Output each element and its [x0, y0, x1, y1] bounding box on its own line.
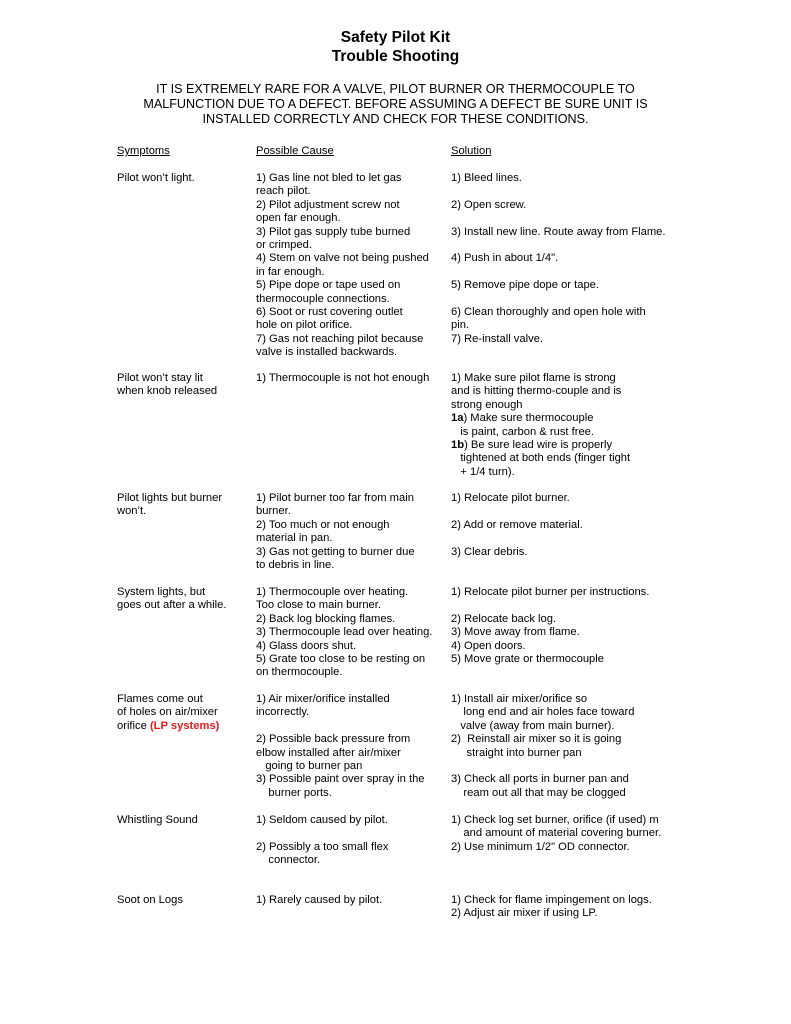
- solution-text: [451, 385, 621, 398]
- symptom-text: when knob released: [117, 385, 218, 398]
- solution-text: 2) Use minimum 1/2" OD connector.: [451, 840, 630, 853]
- solution-text: [451, 399, 523, 412]
- step-number: 1b: [451, 439, 465, 451]
- solution-text: [451, 452, 630, 465]
- cause-text: 1) Gas line not bled to let gas: [256, 172, 402, 184]
- solution-text: 7) Re-install valve.: [451, 332, 544, 345]
- solution-text: 1) Check for flame impingement on logs.: [451, 894, 652, 906]
- cause-text: 1) Seldom caused by pilot.: [256, 814, 388, 826]
- solution-text: 1) Install air mixer/orifice so: [451, 693, 588, 705]
- symptom-text-part: orifice: [117, 719, 150, 732]
- cause-text: 7) Gas not reaching pilot because: [256, 332, 424, 345]
- solution-text: 6) Clean thoroughly and open hole with: [451, 306, 646, 318]
- cause-text: to debris in line.: [256, 559, 335, 571]
- solution-text: straight into burner pan: [451, 746, 582, 759]
- cause-text: 4) Glass doors shut.: [256, 639, 357, 652]
- solution-text: 5) Remove pipe dope or tape.: [451, 279, 600, 292]
- symptom-text: System lights, but: [117, 586, 206, 598]
- cause-text: 2) Back log blocking flames.: [256, 612, 396, 625]
- solution-text-part: 1) Make sure pilot flame is strong: [451, 372, 616, 384]
- cause-text: valve is installed backwards.: [256, 346, 398, 359]
- header-possible-cause: Possible Cause: [256, 145, 334, 157]
- solution-text: 1) Bleed lines.: [451, 172, 522, 184]
- cause-text: 1) Rarely caused by pilot.: [256, 894, 383, 906]
- cause-text: 2) Possible back pressure from: [256, 733, 411, 746]
- step-number: 1a: [451, 412, 464, 425]
- cause-text: 3) Thermocouple lead over heating.: [256, 626, 433, 639]
- solution-text-part: and is hitting thermo-couple and is: [451, 385, 622, 398]
- cause-text: 1) Thermocouple over heating.: [256, 586, 409, 598]
- page-subtitle: Trouble Shooting: [331, 48, 460, 65]
- cause-text: in far enough.: [256, 265, 325, 278]
- symptom-text: won’t.: [117, 505, 147, 518]
- cause-text: 3) Pilot gas supply tube burned: [256, 225, 411, 238]
- symptom-text: [117, 720, 219, 733]
- cause-text: 6) Soot or rust covering outlet: [256, 306, 403, 318]
- solution-text: ream out all that may be clogged: [451, 786, 626, 799]
- solution-text-part: ) Be sure lead wire is properly: [464, 439, 613, 451]
- solution-text: 2) Add or remove material.: [451, 518, 583, 531]
- cause-text: 5) Grate too close to be resting on: [256, 653, 426, 665]
- symptom-text: Flames come out: [117, 693, 203, 705]
- solution-text: 4) Open doors.: [451, 639, 526, 652]
- cause-text: 3) Gas not getting to burner due: [256, 545, 415, 558]
- cause-text: 1) Pilot burner too far from main: [256, 492, 414, 504]
- solution-text: long end and air holes face toward: [451, 706, 635, 719]
- intro-line-2: MALFUNCTION DUE TO A DEFECT. BEFORE ASSUMING A DEFECT BE SURE UNIT IS: [143, 97, 648, 111]
- cause-text: connector.: [256, 854, 321, 867]
- header-symptoms: Symptoms: [117, 145, 170, 157]
- solution-text: 1) Check log set burner, orifice (if used) m: [451, 814, 659, 826]
- solution-text: [451, 372, 616, 385]
- solution-text: [451, 466, 515, 479]
- solution-text-part: + 1/4 turn).: [451, 465, 515, 478]
- solution-text: 5) Move grate or thermocouple: [451, 653, 604, 665]
- solution-text: 2) Adjust air mixer if using LP.: [451, 907, 598, 920]
- solution-text-part: ) Make sure thermocouple: [463, 412, 594, 425]
- cause-text: incorrectly.: [256, 706, 310, 719]
- solution-text: 2) Open screw.: [451, 198, 527, 211]
- solution-text: 3) Check all ports in burner pan and: [451, 773, 629, 786]
- header-solution: Solution: [451, 145, 492, 157]
- cause-text: 2) Too much or not enough: [256, 518, 390, 531]
- cause-text: 4) Stem on valve not being pushed: [256, 252, 429, 265]
- cause-text: Too close to main burner.: [256, 599, 381, 612]
- symptom-text: goes out after a while.: [117, 599, 227, 612]
- solution-text: 3) Clear debris.: [451, 545, 528, 558]
- solution-text: [451, 426, 594, 439]
- lp-systems-label: (LP systems): [149, 719, 220, 732]
- cause-text: 2) Possibly a too small flex: [256, 840, 389, 853]
- cause-text: thermocouple connections.: [256, 292, 390, 305]
- solution-text: and amount of material covering burner.: [451, 827, 662, 840]
- solution-text: 2) Reinstall air mixer so it is going: [451, 733, 622, 746]
- cause-text: on thermocouple.: [256, 666, 343, 679]
- cause-text: burner ports.: [256, 786, 332, 799]
- cause-text: material in pan.: [256, 532, 333, 545]
- cause-text: 1) Air mixer/orifice installed: [256, 693, 390, 705]
- intro-line-1: IT IS EXTREMELY RARE FOR A VALVE, PILOT BURNER OR THERMOCOUPLE TO: [156, 82, 635, 96]
- cause-text: elbow installed after air/mixer: [256, 746, 401, 759]
- solution-text-part: is paint, carbon & rust free.: [451, 425, 595, 438]
- solution-text: [451, 439, 612, 452]
- solution-text: pin.: [451, 319, 470, 332]
- solution-text: 1) Relocate pilot burner per instructions.: [451, 586, 650, 598]
- intro-line-3: INSTALLED CORRECTLY AND CHECK FOR THESE CONDITIONS.: [202, 112, 589, 126]
- solution-text-part: strong enough: [451, 398, 523, 411]
- solution-text: valve (away from main burner).: [451, 719, 615, 732]
- symptom-text: Pilot lights but burner: [117, 492, 223, 504]
- symptom-text: of holes on air/mixer: [117, 706, 218, 719]
- solution-text: 3) Install new line. Route away from Flame.: [451, 225, 666, 238]
- cause-text: 3) Possible paint over spray in the: [256, 773, 425, 786]
- cause-text: open far enough.: [256, 212, 341, 225]
- cause-text: reach pilot.: [256, 185, 311, 198]
- cause-text: hole on pilot orifice.: [256, 319, 353, 332]
- cause-text: or crimped.: [256, 239, 312, 251]
- cause-text: 5) Pipe dope or tape used on: [256, 279, 401, 292]
- solution-text-part: tightened at both ends (finger tight: [451, 452, 631, 465]
- symptom-text: Soot on Logs: [117, 894, 183, 906]
- solution-text: 4) Push in about 1/4".: [451, 252, 559, 265]
- cause-text: 1) Thermocouple is not hot enough: [256, 372, 430, 384]
- solution-text: 2) Relocate back log.: [451, 612, 557, 625]
- cause-text: going to burner pan: [256, 760, 363, 772]
- solution-text: 1) Relocate pilot burner.: [451, 492, 570, 504]
- page-title: Safety Pilot Kit: [340, 29, 451, 46]
- cause-text: 2) Pilot adjustment screw not: [256, 198, 400, 211]
- solution-text: [451, 412, 593, 425]
- symptom-text: Pilot won’t stay lit: [117, 372, 203, 384]
- cause-text: burner.: [256, 505, 291, 518]
- solution-text: 3) Move away from flame.: [451, 626, 580, 639]
- symptom-text: Whistling Sound: [117, 814, 198, 826]
- symptom-text: Pilot won’t light.: [117, 172, 195, 184]
